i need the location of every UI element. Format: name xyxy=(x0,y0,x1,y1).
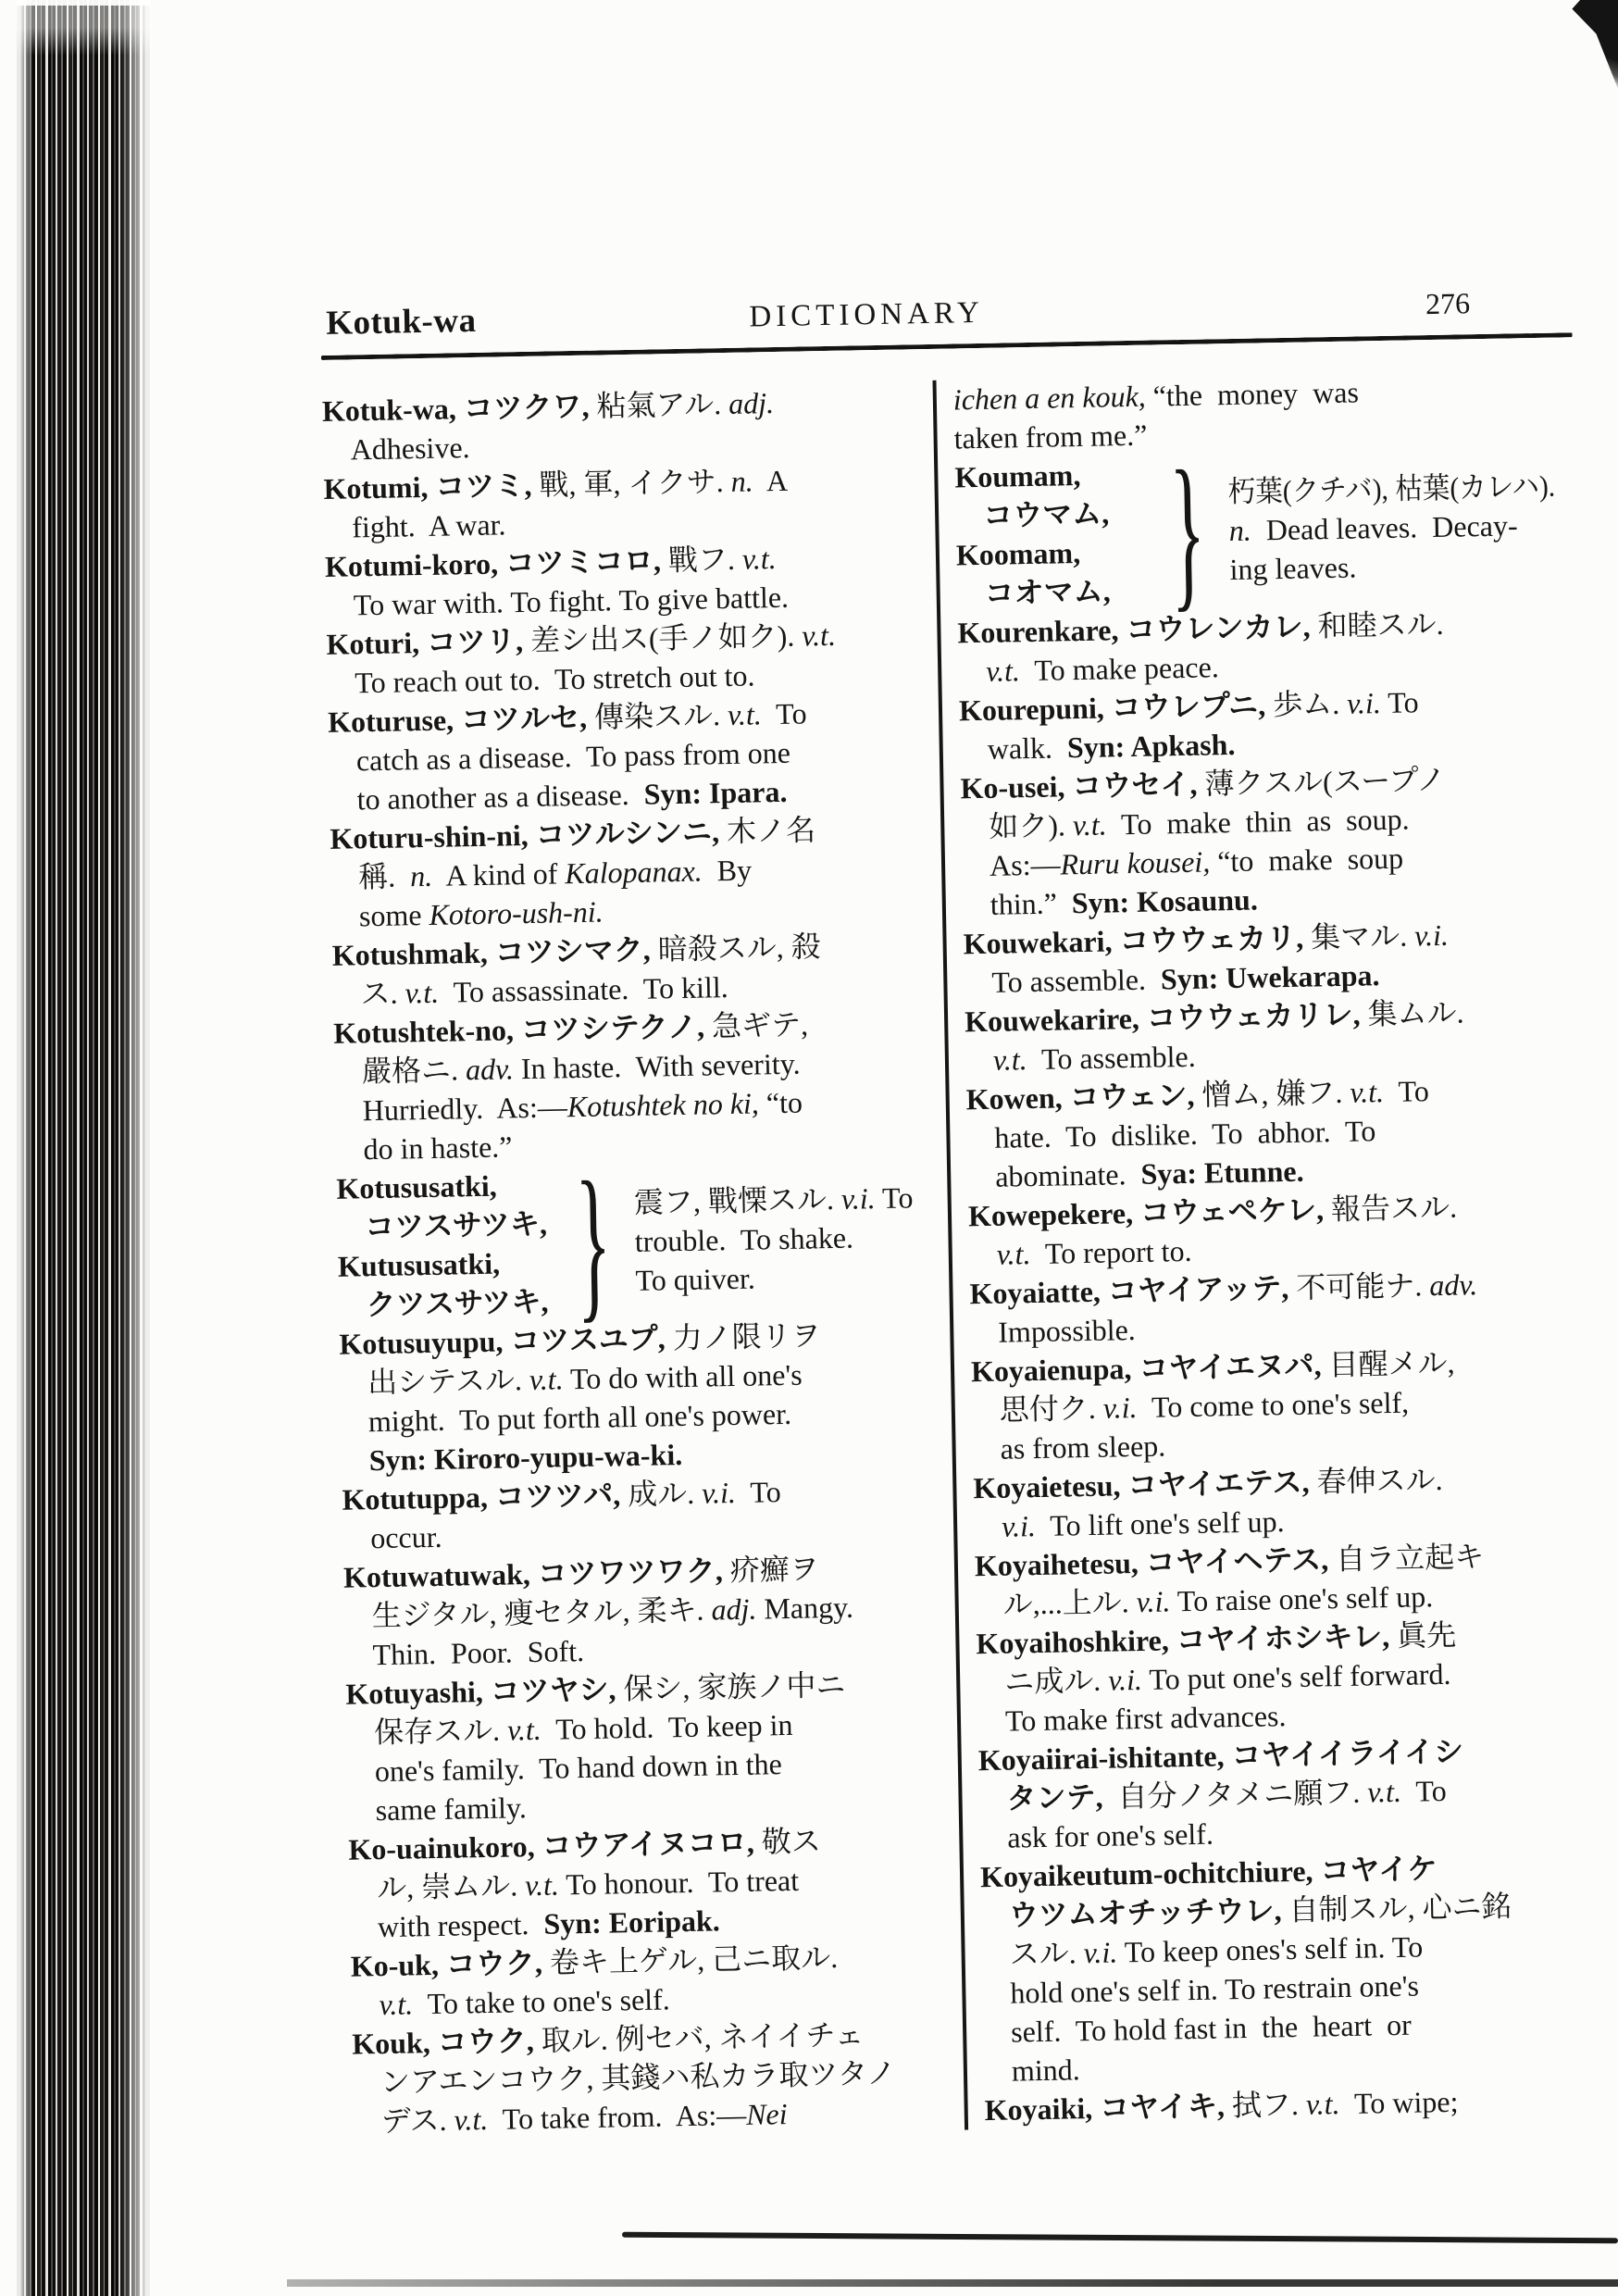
left-column xyxy=(322,381,962,2141)
entry-text-segment: 戰, 軍, イクサ. xyxy=(531,464,732,502)
entry-text-segment: 報告スル. xyxy=(1323,1190,1458,1227)
page-number: 276 xyxy=(1425,286,1471,321)
entry-text-segment: タンテ, xyxy=(1006,1779,1103,1816)
entry-text-segment: Kowepekere, コウェペケレ, xyxy=(967,1192,1325,1233)
entry-text-segment: ス. xyxy=(360,976,405,1011)
entry-text-segment: 力ノ限リヲ xyxy=(665,1318,822,1355)
entry-text-segment: Koumam, xyxy=(954,457,1081,494)
entry-text-segment: 集マル. xyxy=(1302,918,1415,955)
entry-text-segment: 急ギテ, xyxy=(703,1007,809,1043)
entry-line xyxy=(365,1204,553,1247)
entry-text-segment: n. xyxy=(730,464,754,498)
entry-line xyxy=(1227,467,1556,511)
entry-text-segment: To make first advances. xyxy=(1004,1699,1287,1738)
entry-line xyxy=(984,571,1148,613)
entry-text-segment: Syn: Uwekarapa. xyxy=(1160,958,1380,996)
entry-line xyxy=(634,1217,944,1261)
entry-text-segment: ニ成ル. xyxy=(1003,1663,1109,1699)
entry-text-segment: Mangy. xyxy=(756,1590,854,1626)
entry-text-segment: ウツムオチッチウレ, xyxy=(1008,1893,1282,1932)
entry-text-segment: Kotuwatuwak, コツワツワク, xyxy=(342,1554,724,1594)
entry-text-segment: 生ジタル, 痩セタル, 柔キ. xyxy=(371,1592,712,1633)
entry-text-segment: Koyaiki, コヤイキ, xyxy=(984,2089,1226,2128)
entry-text-segment: Kotutuppa, コツツパ, xyxy=(342,1478,621,1516)
entry-text-segment: 暗殺スル, 殺 xyxy=(650,930,822,967)
entry-text-segment: hold one's self in. To restrain one's xyxy=(1010,1968,1420,2010)
entry-line xyxy=(956,532,1148,575)
entry-text-segment: v.i. xyxy=(1346,686,1382,720)
entry-text-segment: To do with all one's xyxy=(563,1357,803,1396)
entry-text-segment: mind. xyxy=(1011,2053,1081,2088)
entry-text-segment: hate. To dislike. To abhor. To xyxy=(994,1114,1376,1154)
entry-text-segment: Ruru kousei, xyxy=(1060,844,1211,881)
entry-text-segment: v.t. xyxy=(801,618,837,653)
entry-line xyxy=(635,1255,945,1300)
entry-text-segment: Kotumi-koro, コツミコロ, xyxy=(324,543,662,583)
entry-line xyxy=(1229,544,1556,589)
entry-text-segment: To raise one's self up. xyxy=(1170,1579,1434,1618)
entry-text-segment: Kourenkare, コウレンカレ, xyxy=(957,609,1311,650)
entry-text-segment: Kotushtek no ki, xyxy=(566,1086,760,1124)
entry-text-segment: walk. xyxy=(987,730,1068,766)
entry-text-segment: 保シ, 家族ノ中ニ xyxy=(616,1667,846,1706)
entry-text-segment: abominate. xyxy=(994,1156,1141,1193)
entry-text-segment: v.t. xyxy=(996,1237,1031,1271)
entry-text-segment: Ko-uk, コウク, xyxy=(350,1945,543,1983)
entry-text-segment: do in haste.” xyxy=(363,1129,513,1167)
entry-text-segment: 朽葉(クチバ), 枯葉(カレハ). xyxy=(1227,468,1556,509)
entry-text-segment: 薄クスル(スープノ xyxy=(1197,762,1447,801)
entry-text-segment: 取ル. 例セバ, ネイイチェ xyxy=(533,2017,865,2058)
entry-line xyxy=(1228,505,1555,550)
entry-text-segment: To xyxy=(875,1180,914,1216)
entry-text-segment: adj. xyxy=(711,1591,757,1627)
entry-text-segment: To xyxy=(735,1475,782,1509)
scan-artifact-band xyxy=(17,0,151,2296)
entry-text-segment: To quiver. xyxy=(635,1261,756,1297)
entry-text-segment: デス. xyxy=(380,2103,454,2139)
entry-text-segment: v.t. xyxy=(454,2103,489,2137)
entry-text-segment: Koturuse, コツルセ, xyxy=(327,700,588,739)
bottom-edge-shadow xyxy=(287,2279,1618,2287)
entry-text-segment: 自制スル, 心ニ銘 xyxy=(1281,1889,1512,1928)
entry-text-segment: Ko-uainukoro, コウアイヌコロ, xyxy=(348,1825,755,1866)
entry-text-segment: v.t. xyxy=(727,697,763,731)
entry-line xyxy=(366,1282,554,1325)
columns xyxy=(322,368,1605,2140)
entry-line xyxy=(983,493,1147,535)
entry-text-segment: 自ラ立起キ xyxy=(1327,1540,1485,1577)
entry-text-segment: To make peace. xyxy=(1019,650,1220,688)
entry-text-segment: Kotoro-ush-ni. xyxy=(429,894,604,931)
entry-text-segment: To make thin as soup. xyxy=(1106,802,1410,842)
entry-text-segment: “to xyxy=(758,1085,803,1120)
entry-text-segment: コウマム, xyxy=(982,496,1110,532)
entry-text-segment: v.t. xyxy=(741,542,778,576)
entry-text-segment: to another as a disease. xyxy=(356,777,645,817)
entry-text-segment: v.i. xyxy=(1001,1509,1037,1543)
entry-text-segment: adj. xyxy=(728,386,775,420)
entry-text-segment: 卷キ上ゲル, 己ニ取ル. xyxy=(541,1940,839,1979)
entry-text-segment: “the money was xyxy=(1145,375,1360,413)
entry-text-segment: Koturu-shin-ni, コツルシンニ, xyxy=(330,815,720,855)
entry-text-segment: 春伸スル. xyxy=(1309,1462,1443,1499)
entry-text-segment: v.t. xyxy=(992,1042,1027,1077)
entry-text-segment: v.i. xyxy=(1136,1584,1171,1619)
entry-text-segment: Thin. Poor. Soft. xyxy=(372,1634,585,1672)
entry-text-segment: 粘氣アル. xyxy=(589,386,729,423)
entry-text-segment: v.i. xyxy=(1102,1391,1138,1425)
entry-text-segment: Hurriedly. As:— xyxy=(362,1090,568,1128)
entry-text-segment: Kouk, コウク, xyxy=(351,2024,535,2061)
entry-text-segment: 集ムル. xyxy=(1360,995,1464,1031)
entry-text-segment: To reach out to. To stretch out to. xyxy=(355,658,755,700)
bottom-scan-streak xyxy=(622,2232,1618,2244)
entry-text-segment: n. xyxy=(1228,513,1252,548)
brace-headwords xyxy=(954,455,1148,614)
entry-text-segment: クツスサツキ, xyxy=(366,1284,549,1322)
entry-text-segment: Koomam, xyxy=(955,535,1081,572)
entry-text-segment: Koyaiirai-ishitante, コヤイイライイシ xyxy=(977,1734,1464,1778)
corner-scan-mark xyxy=(1561,0,1618,89)
entry-text-segment: 不可能ナ. xyxy=(1288,1268,1430,1304)
entry-text-segment: v.i. xyxy=(840,1181,876,1216)
entry-text-segment: one's family. To hand down in the xyxy=(374,1747,783,1789)
entry-text-segment: Kotushmak, コツシマク, xyxy=(331,932,652,972)
entry-text-segment: 眞先 xyxy=(1388,1617,1457,1653)
brace-headwords xyxy=(336,1166,554,1325)
entry-text-segment: Koyaihoshkire, コヤイホシキレ, xyxy=(976,1619,1390,1661)
entry-text-segment: Syn: Apkash. xyxy=(1066,727,1236,765)
entry-text-segment: 傳染スル. xyxy=(586,698,728,734)
entry-text-segment: trouble. To shake. xyxy=(634,1220,854,1258)
entry-text-segment: Ko-usei, コウセイ, xyxy=(960,767,1198,805)
entry-text-segment: 和睦スル. xyxy=(1310,606,1444,643)
entry-text-segment: 木ノ名 xyxy=(718,813,816,849)
brace-icon: } xyxy=(574,1146,613,1339)
entry-text-segment: n. xyxy=(409,858,433,893)
entry-text-segment: “to make soup xyxy=(1209,841,1404,879)
entry-text-segment: As:— xyxy=(989,847,1061,882)
entry-text-segment: To come to one's self, xyxy=(1137,1385,1410,1425)
entry-text-segment: v.t. xyxy=(529,1362,564,1397)
entry-text-segment: To xyxy=(1383,1074,1430,1109)
entry-text-segment: Kouwekarire, コウウェカリレ, xyxy=(964,997,1361,1039)
entry-text-segment: 歩ム. xyxy=(1264,686,1348,722)
guide-word: Kotuk-wa xyxy=(325,301,477,343)
entry-text-segment: Sya: Etunne. xyxy=(1140,1154,1304,1191)
entry-text-segment: might. To put forth all one's power. xyxy=(367,1396,792,1439)
entry-text-segment: 拭フ. xyxy=(1224,2087,1307,2123)
entry-text-segment: To war with. To fight. To give battle. xyxy=(353,580,790,622)
entry-text-segment: v.t. xyxy=(379,1987,414,2022)
entry-text-segment: v.i. xyxy=(701,1475,737,1510)
right-column xyxy=(936,369,1585,2130)
entry-text-segment: A kind of xyxy=(431,856,566,892)
entry-text-segment: In haste. With severity. xyxy=(513,1046,801,1086)
entry-text-segment: Kotususatki, xyxy=(336,1168,498,1205)
entry-text-segment: To xyxy=(761,696,807,731)
entry-text-segment: To keep ones's self in. To xyxy=(1117,1929,1424,1969)
entry-text-segment: To assemble. xyxy=(1027,1039,1196,1077)
entry-text-segment: To take from. As:— xyxy=(487,2097,747,2136)
entry-text-segment: To take to one's self. xyxy=(412,1982,671,2021)
entry-text-segment: Kotuk-wa, コツクワ, xyxy=(321,389,590,428)
brace-icon: } xyxy=(1168,435,1207,628)
entry-text-segment: 思付ク. xyxy=(999,1391,1104,1427)
entry-text-segment: v.t. xyxy=(1366,1774,1402,1809)
page-header xyxy=(319,238,1572,343)
entry-text-segment: To put one's self forward. xyxy=(1141,1656,1451,1696)
entry-text-segment: adv. xyxy=(465,1052,515,1087)
entry-text-segment: Adhesive. xyxy=(350,430,470,467)
entry-text-segment: 敬ス xyxy=(753,1824,822,1859)
entry-text-segment: ask for one's self. xyxy=(1006,1816,1214,1854)
entry-text-segment: To assassinate. To kill. xyxy=(438,970,729,1009)
entry-text-segment: 憎ム, 嫌フ. xyxy=(1194,1075,1350,1112)
entry-text-segment: with respect. xyxy=(377,1906,544,1944)
entry-text-segment: v.t. xyxy=(506,1712,542,1747)
entry-text-segment: 疥癬ヲ xyxy=(722,1552,820,1588)
entry-text-segment: v.i. xyxy=(1083,1935,1118,1970)
brace-definition xyxy=(634,1178,946,1300)
entry-text-segment: コオマム, xyxy=(984,574,1112,610)
entry-text-segment: Koyaienupa, コヤイエヌパ, xyxy=(970,1348,1322,1389)
entry-text-segment: some xyxy=(358,897,429,933)
entry-text-segment: 震フ, 戰慄スル. xyxy=(633,1181,842,1219)
entry-text-segment: 如ク). xyxy=(988,808,1074,843)
entry-text-segment: v.t. xyxy=(1072,807,1108,842)
entry-text-segment: fight. A war. xyxy=(351,507,506,544)
entry-text-segment: Kourepuni, コウレプニ, xyxy=(958,688,1266,728)
entry-text-segment: taken from me.” xyxy=(953,418,1148,455)
entry-text-segment: Koyaikeutum-ochitchiure, コヤイケ xyxy=(979,1852,1438,1894)
entry-text-segment: Syn: Ipara. xyxy=(643,774,788,811)
entry-text-segment: Syn: Eoripak. xyxy=(543,1903,721,1940)
entry-text-segment: 自分ノタメニ願フ. xyxy=(1102,1775,1368,1814)
entry-text-segment: v.t. xyxy=(1305,2087,1340,2121)
entry-text-segment: Nei xyxy=(745,2097,788,2131)
entry-text-segment: Impossible. xyxy=(997,1313,1137,1349)
entry-text-segment: 稱. xyxy=(357,859,411,894)
entry-text-segment: as from sleep. xyxy=(1000,1429,1166,1466)
entry-text-segment: Kotusuyupu, コツスユプ, xyxy=(339,1321,666,1361)
entry-text-segment: Syn: Kosaunu. xyxy=(1071,882,1259,920)
entry-text-segment: 戰フ. xyxy=(660,542,743,578)
entry-text-segment: v.t. xyxy=(404,975,440,1010)
entry-line xyxy=(634,1178,944,1222)
entry-text-segment: v.i. xyxy=(1107,1662,1143,1697)
entry-text-segment: ル,...上ル. xyxy=(1002,1585,1138,1621)
entry-text-segment: To hold. To keep in xyxy=(541,1707,793,1746)
entry-text-segment: Dead leaves. Decay- xyxy=(1251,508,1518,547)
entry-text-segment: A xyxy=(753,463,789,498)
entry-text-segment: v.t. xyxy=(985,654,1021,688)
entry-text-segment: Kotushtek-no, コツシテクノ, xyxy=(332,1009,705,1050)
entry-text-segment: To report to. xyxy=(1030,1233,1192,1271)
entry-text-segment: 保存スル. xyxy=(373,1713,508,1750)
entry-text-segment: Kalopanax. xyxy=(564,854,703,891)
entry-text-segment: thin.” xyxy=(989,886,1073,921)
entry-text-segment: ル, 崇ムル. xyxy=(376,1868,526,1905)
entry-text-segment: 差シ出ス(手ノ如ク). xyxy=(522,618,803,658)
entry-text-segment: self. To hold fast in the heart or xyxy=(1010,2007,1413,2049)
entry-text-segment: To assemble. xyxy=(991,962,1162,999)
entry-text-segment: To xyxy=(1380,685,1419,720)
entry-text-segment: v.t. xyxy=(1350,1075,1385,1109)
entry-text-segment: occur. xyxy=(369,1519,442,1555)
entry-text-segment: 目醒メル, xyxy=(1321,1345,1455,1382)
entry-text-segment: To honour. To treat xyxy=(558,1863,800,1902)
entry-line xyxy=(954,455,1146,497)
entry-text-segment: ンアエンコウク, 其錢ハ私カラ取ツタノ xyxy=(380,2055,897,2100)
entry-text-segment: Koturi, コツリ, xyxy=(326,624,524,661)
entry-text-segment: adv. xyxy=(1428,1267,1478,1303)
entry-text-segment: Kouwekari, コウウェカリ, xyxy=(963,920,1304,961)
entry-text-segment: 成ル. xyxy=(619,1476,703,1512)
entry-text-segment: ichen a en kouk, xyxy=(952,379,1147,417)
entry-text-segment: To wipe; xyxy=(1339,2084,1459,2121)
entry-text-segment: By xyxy=(702,853,753,888)
entry-text-segment: v.t. xyxy=(524,1867,560,1903)
entry-line xyxy=(338,1243,554,1286)
brace-definition xyxy=(1228,467,1557,589)
entry-text-segment: Koyaihetesu, コヤイヘテス, xyxy=(974,1542,1329,1583)
entry-text-segment: catch as a disease. To pass from one xyxy=(355,735,791,778)
entry-text-segment: v.i. xyxy=(1413,917,1450,953)
page-title: DICTIONARY xyxy=(749,295,985,334)
entry-line xyxy=(336,1166,552,1208)
entry-text-segment: 出シテスル. xyxy=(367,1363,530,1400)
entry-text-segment: スル. xyxy=(1009,1936,1084,1971)
entry-text-segment: コツスサツキ, xyxy=(364,1206,548,1244)
entry-text-segment: Kowen, コウェン, xyxy=(965,1078,1195,1117)
entry-text-segment: To xyxy=(1400,1773,1448,1808)
entry-text-segment: Syn: Kiroro-yupu-wa-ki. xyxy=(368,1438,683,1478)
entry-text-segment: 嚴格ニ. xyxy=(361,1053,467,1089)
entry-text-segment: To lift one's self up. xyxy=(1035,1504,1285,1543)
entry-text-segment: Kotumi, コツミ, xyxy=(323,468,532,505)
entry-text-segment: same family. xyxy=(375,1791,528,1828)
printed-content xyxy=(319,238,1605,2140)
entry-text-segment: Koyaiatte, コヤイアッテ, xyxy=(969,1270,1289,1311)
entry-text-segment: Koyaietesu, コヤイエテス, xyxy=(973,1465,1310,1505)
entry-text-segment: Kotuyashi, コツヤシ, xyxy=(345,1672,616,1711)
entry-text-segment: Kutususatki, xyxy=(337,1246,501,1283)
entry-text-segment: ing leaves. xyxy=(1229,550,1357,587)
